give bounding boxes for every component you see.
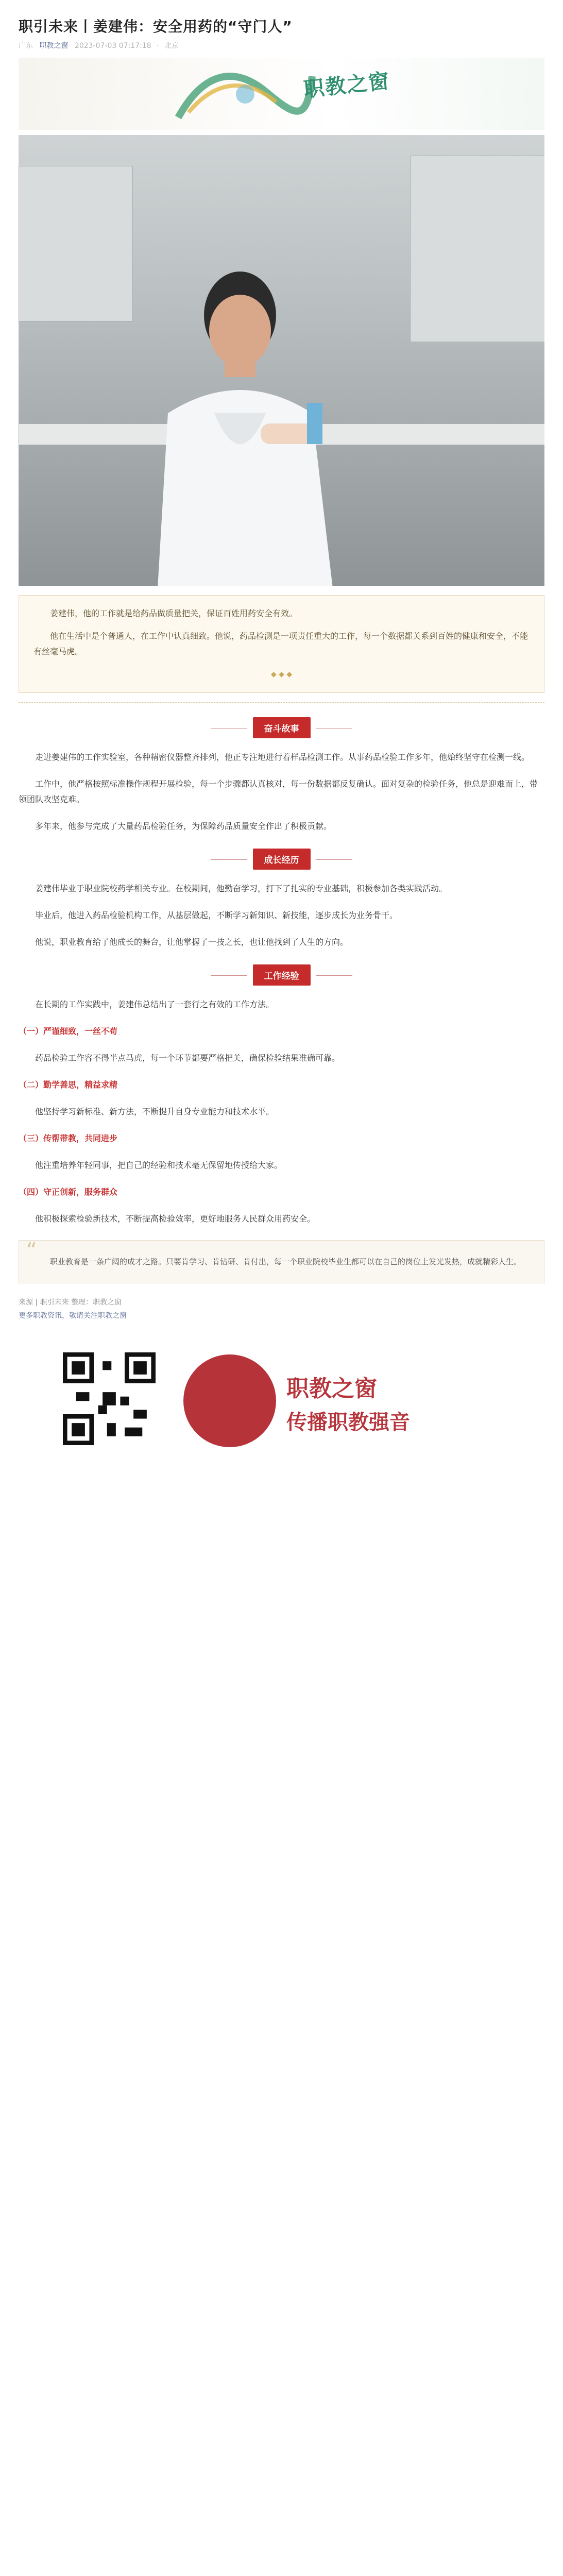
caption-paragraph: 姜建伟，他的工作就是给药品做质量把关，保证百姓用药安全有效。 <box>50 608 298 618</box>
section-tag: 奋斗故事 <box>253 717 311 738</box>
article-title: 职引未来丨姜建伟：安全用药的“守门人” <box>19 18 293 35</box>
hero-logo: 职教之窗 <box>302 69 391 102</box>
brand-slogan: 传播职教强音 <box>286 1411 410 1434</box>
qr-code-icon[interactable] <box>60 1349 159 1448</box>
meta-account-link[interactable]: 职教之窗 <box>39 42 69 50</box>
caption-paragraph: 他在生活中是个普通人，在工作中认真细致。他说，药品检测是一项责任重大的工作，每一个数据都关系到百姓的健康和安全，不能有丝毫马虎。 <box>33 631 528 656</box>
meta-date: 2023-07-03 07:17:18 <box>74 42 151 50</box>
body-paragraph: 他注重培养年轻同事，把自己的经验和技术毫无保留地传授给大家。 <box>35 1160 283 1170</box>
ornament-icon: ◆ ◆ ◆ <box>270 670 293 679</box>
section-divider <box>19 702 544 703</box>
subsection-heading: （一）严谨细致，一丝不苟 <box>19 1026 118 1036</box>
body-paragraph: 他积极探索检验新技术，不断提高检验效率，更好地服务人民群众用药安全。 <box>35 1214 316 1224</box>
technician-figure-icon <box>137 259 353 586</box>
section-header <box>0 717 563 738</box>
section-header <box>0 964 563 986</box>
section-body <box>0 997 563 1227</box>
source-link[interactable]: 更多职教资讯，敬请关注职教之窗 <box>19 1312 127 1320</box>
quote-text: 职业教育是一条广阔的成才之路。只要肯学习、肯钻研、肯付出，每一个职业院校毕业生都可以在自己的岗位上发光发热，成就精彩人生。 <box>50 1257 522 1266</box>
section-header <box>0 849 563 870</box>
section-tag: 成长经历 <box>253 849 311 870</box>
source-line: 来源 | 职引未来 整理：职教之窗 <box>19 1298 122 1307</box>
brush-art-icon <box>173 61 317 128</box>
body-paragraph: 药品检验工作容不得半点马虎，每一个环节都要严格把关，确保检验结果准确可靠。 <box>35 1053 340 1063</box>
body-paragraph: 他说，职业教育给了他成长的舞台，让他掌握了一技之长，也让他找到了人生的方向。 <box>35 937 349 947</box>
brand-logo-icon <box>183 1354 276 1447</box>
body-paragraph: 走进姜建伟的工作实验室，各种精密仪器整齐排列，他正专注地进行着样品检测工作。从事药品检验工作多年，他始终坚守在检测一线。 <box>35 752 530 762</box>
article-meta <box>0 40 563 58</box>
meta-location: 北京 <box>164 42 179 50</box>
intro-caption-box <box>19 595 544 693</box>
body-paragraph: 在长期的工作实践中，姜建伟总结出了一套行之有效的工作方法。 <box>35 999 275 1009</box>
body-paragraph: 毕业后，他进入药品检验机构工作，从基层做起，不断学习新知识、新技能，逐步成长为业务骨干。 <box>35 910 398 920</box>
source-footer <box>0 1283 563 1323</box>
brand-name: 职教之窗 <box>286 1376 377 1402</box>
closing-quote-box <box>19 1240 544 1283</box>
meta-separator: · <box>157 42 159 50</box>
section-tag: 工作经验 <box>253 964 311 986</box>
quote-mark-icon: “ <box>26 1239 37 1262</box>
body-paragraph: 姜建伟毕业于职业院校药学相关专业。在校期间，他勤奋学习，打下了扎实的专业基础，积极参加各类实践活动。 <box>35 884 448 893</box>
section-body <box>0 750 563 834</box>
qr-promo <box>19 1334 544 1468</box>
lab-shelf <box>410 156 544 342</box>
body-paragraph: 工作中，他严格按照标准操作规程开展检验，每一个步骤都认真核对，每一份数据都反复确认。面对复杂的检验任务，他总是迎难而上，带领团队攻坚克难。 <box>19 779 538 804</box>
body-paragraph: 多年来，他参与完成了大量药品检验任务，为保障药品质量安全作出了积极贡献。 <box>35 821 332 831</box>
subsection-heading: （三）传帮带教，共同进步 <box>19 1133 118 1143</box>
meta-author: 广东 <box>19 42 33 50</box>
section-body <box>0 881 563 950</box>
hero-banner <box>19 58 544 130</box>
lab-shelf <box>19 166 133 321</box>
body-paragraph: 他坚持学习新标准、新方法，不断提升自身专业能力和技术水平。 <box>35 1107 275 1116</box>
lab-photo <box>19 135 544 586</box>
subsection-heading: （四）守正创新，服务群众 <box>19 1187 118 1197</box>
brand-block <box>183 1344 441 1458</box>
subsection-heading: （二）勤学善思，精益求精 <box>19 1080 118 1090</box>
